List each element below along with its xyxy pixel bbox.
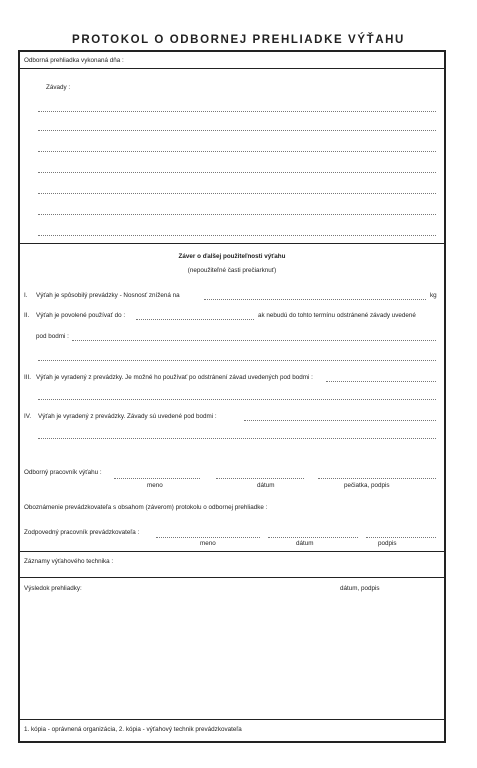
item-2-text-b: ak nebudú do tohto termínu odstránené závady uvedené (258, 312, 416, 319)
item-4-text: Výťah je vyradený z prevádzky. Závady sú uvedené pod bodmi : (38, 413, 217, 420)
conclusion-heading: Záver o ďalšej použiteľnosti výťahu (178, 253, 286, 260)
item-4-points-field[interactable] (244, 420, 436, 421)
worker-date-field[interactable] (216, 478, 304, 479)
inspection-date-label: Odborná prehliadka vykonaná dňa : (24, 57, 124, 64)
header-divider (18, 68, 446, 69)
item-4-points-line-2[interactable] (38, 438, 436, 439)
responsible-name-caption: meno (200, 540, 216, 547)
defects-line-7[interactable] (38, 235, 436, 236)
item-1-unit: kg (430, 292, 437, 299)
records-divider (18, 577, 446, 578)
defects-line-4[interactable] (38, 172, 436, 173)
signatures-divider (18, 551, 446, 552)
defects-line-1[interactable] (38, 111, 436, 112)
responsible-date-field[interactable] (268, 537, 358, 538)
load-capacity-field[interactable] (204, 299, 426, 300)
defects-label: Závady : (46, 84, 71, 91)
item-2-points-line-2[interactable] (38, 360, 436, 361)
responsible-date-caption: dátum (296, 540, 314, 547)
item-3-points-line-2[interactable] (38, 399, 436, 400)
worker-stamp-caption: pečiatka, podpis (344, 482, 390, 489)
document-title: PROTOKOL O ODBORNEJ PREHLIADKE VÝŤAHU (72, 34, 405, 46)
item-2-points-field[interactable] (72, 340, 436, 341)
item-1-number: I. (24, 292, 28, 299)
worker-date-caption: dátum (257, 482, 275, 489)
defects-line-6[interactable] (38, 214, 436, 215)
item-3-text: Výťah je vyradený z prevádzky. Je možné ho používať po odstránení závad uvedených pod bodmi : (36, 374, 313, 381)
defects-line-5[interactable] (38, 193, 436, 194)
responsible-name-field[interactable] (156, 537, 260, 538)
footer-copies: 1. kópia - oprávnená organizácia, 2. kópia - výťahový technik prevádzkovateľa (24, 726, 242, 733)
defects-divider (18, 243, 446, 244)
item-3-points-field[interactable] (326, 381, 436, 382)
item-2-text-c: pod bodmi : (36, 333, 69, 340)
worker-name-field[interactable] (114, 478, 200, 479)
item-3-number: III. (24, 374, 31, 381)
item-2-text: Výťah je povolené používať do : (36, 312, 126, 319)
technician-records-label: Záznamy výťahového technika : (24, 558, 114, 565)
item-4-number: IV. (24, 413, 32, 420)
worker-label: Odborný pracovník výťahu : (24, 469, 102, 476)
worker-sign-field[interactable] (318, 478, 436, 479)
defects-line-3[interactable] (38, 151, 436, 152)
footer-divider (18, 719, 446, 720)
responsible-sign-field[interactable] (366, 537, 436, 538)
worker-name-caption: meno (147, 482, 163, 489)
responsible-sign-caption: podpis (378, 540, 397, 547)
item-2-number: II. (24, 312, 30, 319)
acquaint-label: Oboznámenie prevádzkovateľa s obsahom (záverom) protokolu o odbornej prehliadke : (24, 504, 268, 511)
result-label: Výsledok prehliadky: (24, 585, 82, 592)
conclusion-note: (nepoužiteľné časti prečiarknuť) (187, 267, 277, 274)
form-frame (18, 50, 446, 743)
defects-line-2[interactable] (38, 130, 436, 131)
result-date-sign: dátum, podpis (340, 585, 380, 592)
item-1-text: Výťah je spôsobilý prevádzky - Nosnosť znížená na (36, 292, 180, 299)
responsible-label: Zodpovedný pracovník prevádzkovateľa : (24, 529, 140, 536)
allowed-until-field[interactable] (136, 319, 254, 320)
